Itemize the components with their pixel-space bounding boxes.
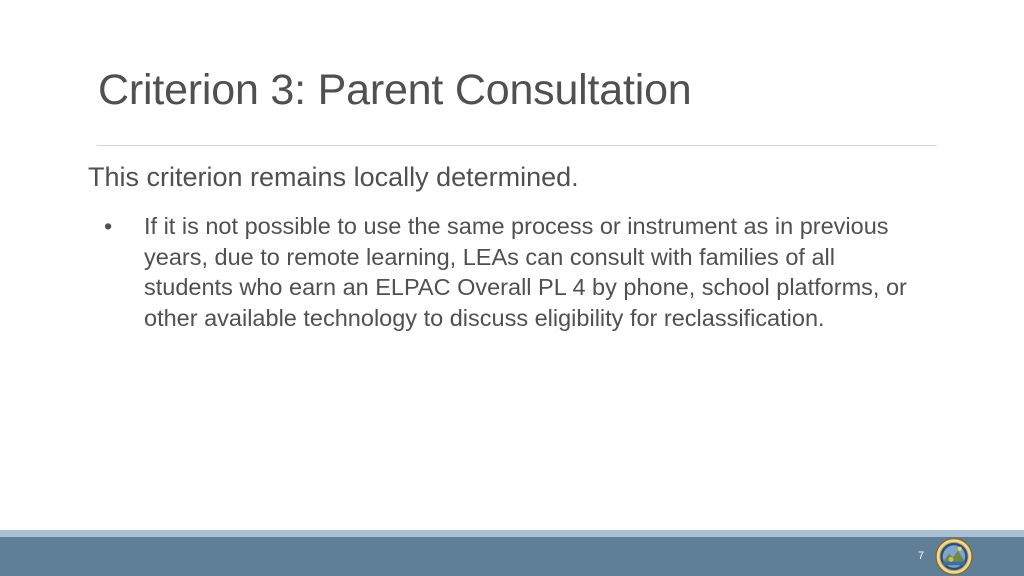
bullet-list: [104, 211, 924, 333]
intro-text: This criterion remains locally determined.: [88, 162, 579, 192]
page-number: 7: [918, 550, 925, 562]
footer-accent-band: [0, 530, 1024, 537]
state-seal-icon: [934, 537, 974, 576]
footer-band: [0, 537, 1024, 576]
bullet-item: [104, 211, 924, 333]
title-divider: [97, 145, 937, 146]
bullet-text: If it is not possible to use the same process or instrument as in previous years, due to remote learning, LEAs can consult with families of all students who earn an ELPAC Overall PL 4 by phone, school platforms, or other available technology to discuss eligibility for reclassification.: [144, 213, 907, 331]
bullet-marker: •: [104, 213, 113, 239]
slide-title: Criterion 3: Parent Consultation: [98, 66, 692, 114]
